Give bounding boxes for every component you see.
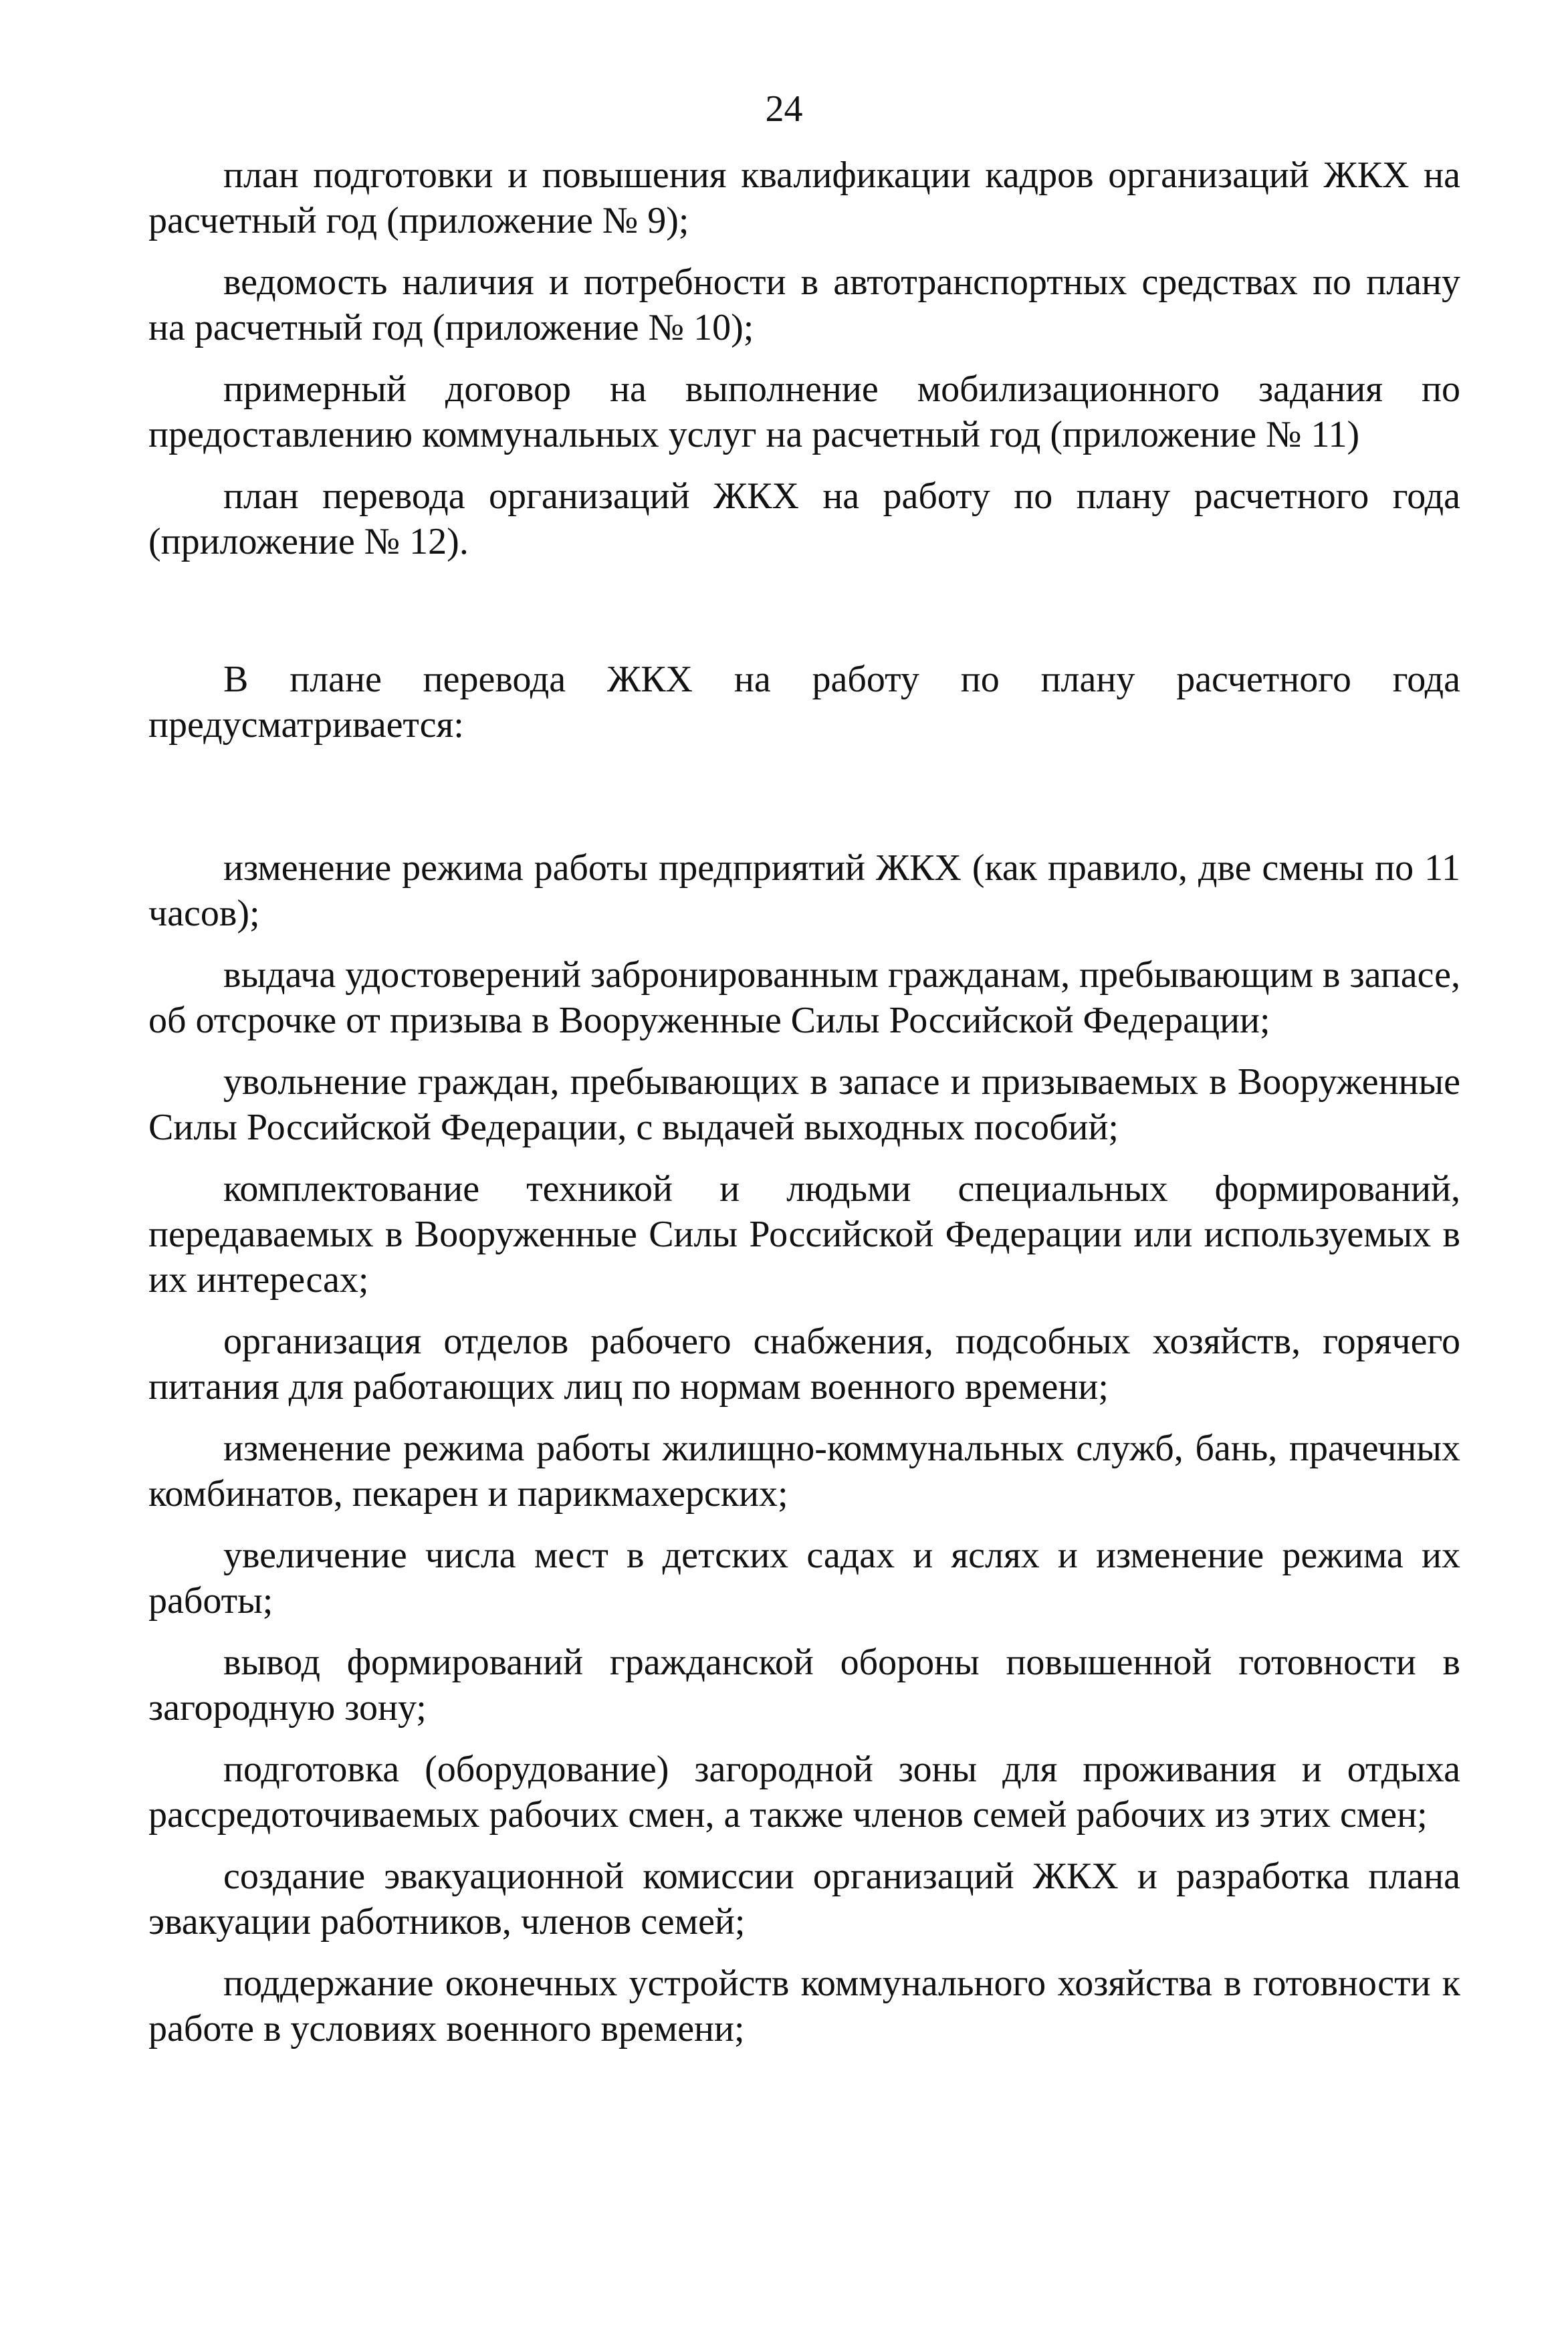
page-number: 24	[765, 88, 803, 130]
measure-item: выдача удостоверений забронированным гражданам, пребывающим в запасе, об отсрочке от призыва в Вооруженные Силы Российской Федерации;	[148, 954, 1460, 1041]
paragraph-vehicle-statement: ведомость наличия и потребности в автотранспортных средствах по плану на расчетный год (приложение № 10);	[148, 261, 1460, 348]
measure-item: создание эвакуационной комиссии организаций ЖКХ и разработка плана эвакуации работников, членов семей;	[148, 1856, 1460, 1943]
measure-item: поддержание оконечных устройств коммунального хозяйства в готовности к работе в условиях военного времени;	[148, 1963, 1460, 2049]
measure-item: комплектование техникой и людьми специальных формирований, передаваемых в Вооруженные Силы Российской Федерации или используемых в их интересах;	[148, 1168, 1460, 1301]
paragraph-transfer-plan: план перевода организаций ЖКХ на работу по плану расчетного года (приложение № 12).	[148, 475, 1460, 562]
paragraph-mobilization-contract: примерный договор на выполнение мобилизационного задания по предоставлению коммунальных услуг на расчетный год (приложение № 11)	[148, 368, 1460, 455]
paragraph-intro: В плане перевода ЖКХ на работу по плану расчетного года предусматривается:	[148, 659, 1460, 746]
paragraph-training-plan: план подготовки и повышения квалификации кадров организаций ЖКХ на расчетный год (приложение № 9);	[148, 154, 1460, 241]
measure-item: увольнение граждан, пребывающих в запасе и призываемых в Вооруженные Силы Российской Федерации, с выдачей выходных пособий;	[148, 1061, 1460, 1148]
measure-item: организация отделов рабочего снабжения, подсобных хозяйств, горячего питания для работающих лиц по нормам военного времени;	[148, 1321, 1460, 1408]
measure-item: увеличение числа мест в детских садах и яслях и изменение режима их работы;	[148, 1535, 1460, 1622]
document-body	[148, 152, 1460, 2068]
measure-item: изменение режима работы жилищно-коммунальных служб, бань, прачечных комбинатов, пекарен и парикмахерских;	[148, 1428, 1460, 1515]
measure-item: вывод формирований гражданской обороны повышенной готовности в загородную зону;	[148, 1642, 1460, 1729]
measure-item: подготовка (оборудование) загородной зоны для проживания и отдыха рассредоточиваемых рабочих смен, а также членов семей рабочих из этих смен;	[148, 1749, 1460, 1836]
measure-item: изменение режима работы предприятий ЖКХ (как правило, две смены по 11 часов);	[148, 847, 1460, 934]
